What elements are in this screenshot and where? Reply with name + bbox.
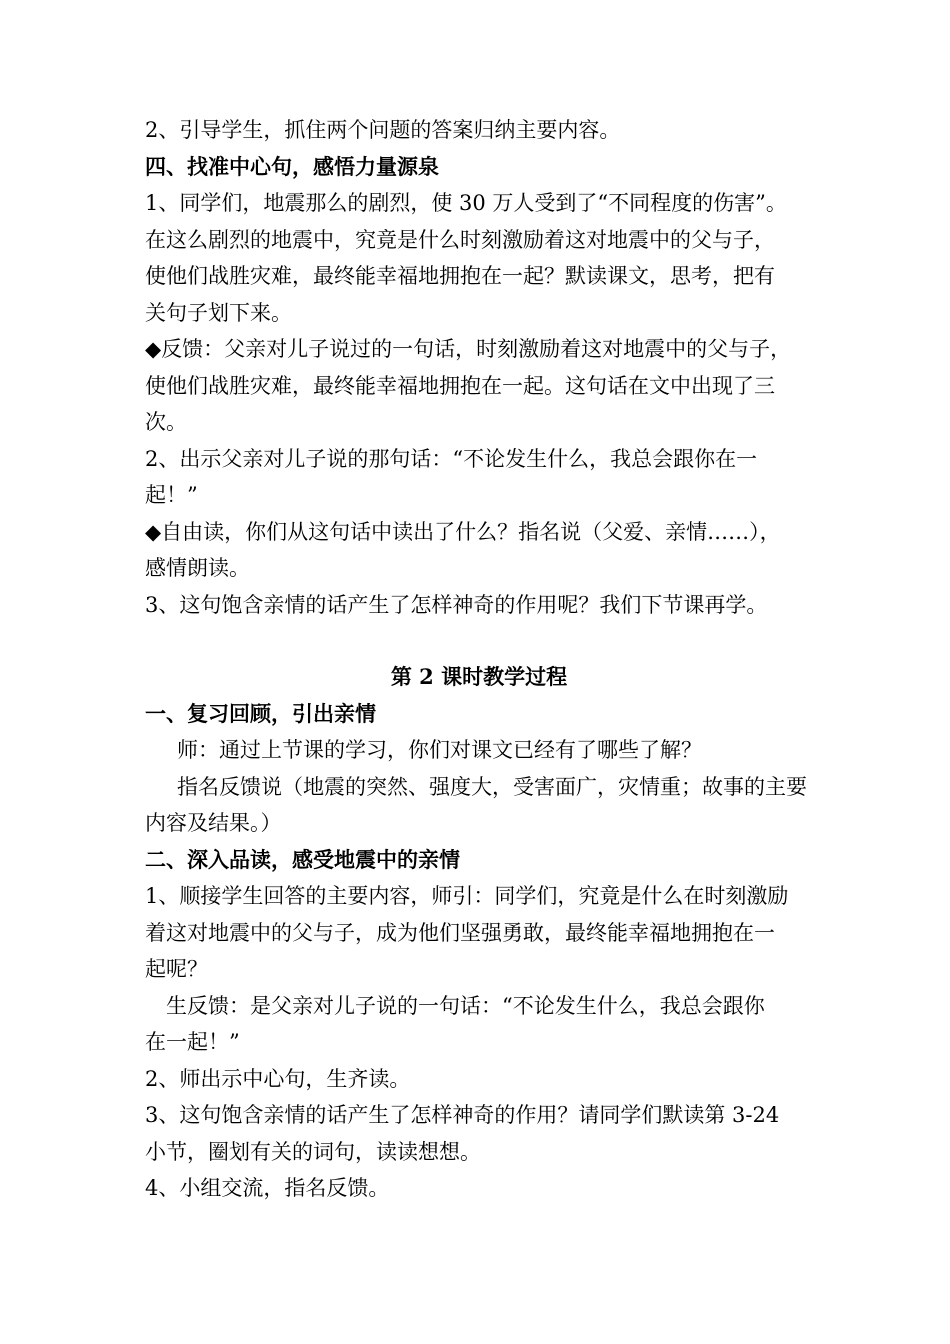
text-line: 生反馈：是父亲对儿子说的一句话：“不论发生什么，我总会跟你 (166, 993, 765, 1018)
text-line: 内容及结果。） (145, 811, 282, 835)
text-line: 1、同学们，地震那么的剧烈，使 30 万人受到了“不同程度的伤害”。 (145, 191, 787, 215)
text-line: 1、顺接学生回答的主要内容，师引：同学们，究竟是什么在时刻激励 (145, 884, 789, 908)
text-line: 关句子划下来。 (145, 300, 292, 325)
text-line: 起呢？ (145, 957, 208, 981)
section-heading-1: 一、复习回顾，引出亲情 (145, 700, 376, 726)
text-line: 使他们战胜灾难，最终能幸福地拥抱在一起。这句话在文中出现了三 (145, 373, 775, 398)
text-line: 感情朗读。 (145, 556, 250, 580)
section-heading-2: 二、深入品读，感受地震中的亲情 (145, 846, 460, 872)
text-line: 3、这句饱含亲情的话产生了怎样神奇的作用？请同学们默读第 3-24 (145, 1103, 780, 1127)
section-heading-4: 四、找准中心句，感悟力量源泉 (145, 153, 439, 179)
text-line: 2、引导学生，抓住两个问题的答案归纳主要内容。 (145, 118, 621, 142)
text-line: 起！” (145, 483, 198, 507)
text-line: 师：通过上节课的学习，你们对课文已经有了哪些了解？ (177, 738, 702, 762)
text-line: 在这么剧烈的地震中，究竟是什么时刻激励着这对地震中的父与子， (145, 227, 775, 252)
text-line: 指名反馈说（地震的突然、强度大，受害面广，灾情重；故事的主要 (177, 774, 807, 799)
spacer (145, 623, 813, 659)
text-line: 2、出示父亲对儿子说的那句话：“不论发生什么，我总会跟你在一 (145, 446, 758, 471)
text-line: 着这对地震中的父与子，成为他们坚强勇敢，最终能幸福地拥抱在一 (145, 920, 775, 945)
text-line: 在一起！” (145, 1030, 240, 1054)
text-line: 3、这句饱含亲情的话产生了怎样神奇的作用呢？我们下节课再学。 (145, 592, 768, 617)
text-line: 小节，圈划有关的词句，读读想想。 (145, 1139, 481, 1164)
document-page (145, 112, 813, 1207)
text-line: 次。 (145, 410, 187, 434)
text-line: 4、小组交流，指名反馈。 (145, 1176, 390, 1200)
text-line: 使他们战胜灾难，最终能幸福地拥抱在一起？默读课文，思考，把有 (145, 264, 775, 288)
text-line: ◆自由读，你们从这句话中读出了什么？指名说（父爱、亲情……）， (145, 519, 781, 544)
text-line: 2、师出示中心句，生齐读。 (145, 1066, 411, 1091)
text-line: ◆反馈：父亲对儿子说过的一句话，时刻激励着这对地震中的父与子， (145, 337, 792, 361)
lesson-title: 第 2 课时教学过程 (390, 664, 568, 689)
